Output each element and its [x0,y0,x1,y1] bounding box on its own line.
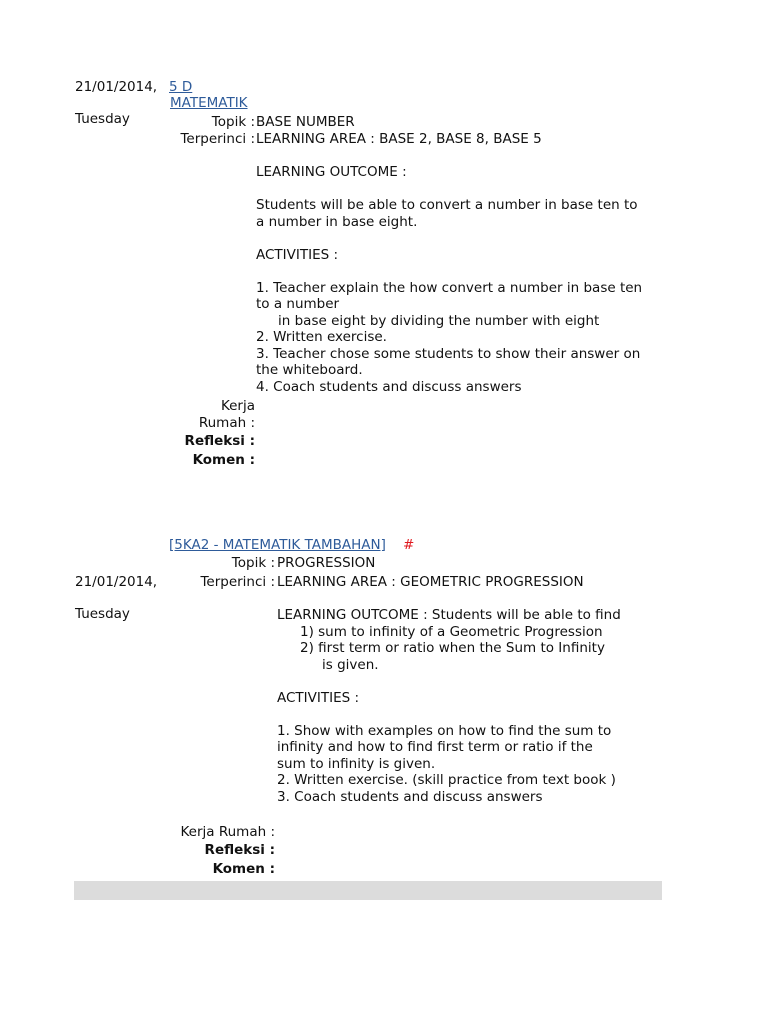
entry2-terperinci-label: Terperinci : [200,574,275,590]
entry1-outcome-line2: a number in base eight. [256,213,418,230]
entry1-topik-label: Topik : [211,114,255,130]
entry1-activity3-line1: 3. Teacher chose some students to show their answer on [256,345,641,362]
entry1-activity2: 2. Written exercise. [256,329,387,345]
entry1-komen-label: Komen : [192,452,255,468]
entry2-outcome-item1: 1) sum to infinity of a Geometric Progression [300,623,603,640]
entry1-refleksi-label: Refleksi : [184,433,255,449]
entry1-terperinci-label: Terperinci : [180,131,255,147]
entry2-activity1-line2: infinity and how to find first term or ratio if the [277,739,593,755]
entry2-activity1-line1: 1. Show with examples on how to find the sum to [277,722,612,739]
entry1-kerja-label-line2: Rumah : [198,415,255,431]
entry1-activities-heading: ACTIVITIES : [256,246,339,263]
entry1-outcome-line1: Students will be able to convert a number in base ten to [256,197,638,213]
entry2-topik-value: PROGRESSION [277,555,376,571]
entry2-outcome-line: LEARNING OUTCOME : Students will be able to find [277,607,621,623]
entry2-date: 21/01/2014, [75,574,158,590]
entry1-topik-value: BASE NUMBER [256,114,355,130]
entry1-activity4: 4. Coach students and discuss answers [256,378,522,395]
entry2-topik-label: Topik : [231,555,275,571]
entry1-activity1-line3: in base eight by dividing the number with eight [278,312,600,329]
entry1-activity1-line2: to a number [256,296,340,312]
class-link-5ka2[interactable] [169,537,386,554]
entry2-learning-area: LEARNING AREA : GEOMETRIC PROGRESSION [277,574,584,590]
entry2-activity3: 3. Coach students and discuss answers [277,788,543,805]
entry2-outcome-item2-line1: 2) first term or ratio when the Sum to Infinity [300,640,605,656]
subject-link-matematik[interactable]: MATEMATIK [170,95,248,111]
entry2-activities-heading: ACTIVITIES : [277,689,360,706]
entry2-activity2: 2. Written exercise. (skill practice from text book ) [277,772,616,788]
entry1-outcome-heading: LEARNING OUTCOME : [256,164,407,180]
entry2-kerja-label: Kerja Rumah : [180,824,275,840]
entry2-activity1-line3: sum to infinity is given. [277,755,436,772]
entry2-day: Tuesday [75,606,130,622]
class-link-5d[interactable]: 5 D [169,79,193,95]
entry2-details [277,607,621,805]
entry1-activity1-line1: 1. Teacher explain the how convert a number in base ten [256,279,643,296]
class-subject-link-text: [5KA2 - MATEMATIK TAMBAHAN] [169,537,386,553]
entry1-kerja-label-line1: Kerja [220,398,255,414]
entry1-learning-area: LEARNING AREA : BASE 2, BASE 8, BASE 5 [256,131,542,147]
entry2-refleksi-label: Refleksi : [204,842,275,858]
entry2-outcome-item2-line2: is given. [322,656,379,673]
entry1-day: Tuesday [75,111,130,127]
entry1-date: 21/01/2014, [75,79,158,95]
entry1-details [256,131,642,395]
hash-link[interactable]: # [403,537,415,553]
entry2-komen-label: Komen : [212,861,275,877]
gray-separator-bar [74,881,662,900]
entry1-activity3-line2: the whiteboard. [256,362,363,378]
